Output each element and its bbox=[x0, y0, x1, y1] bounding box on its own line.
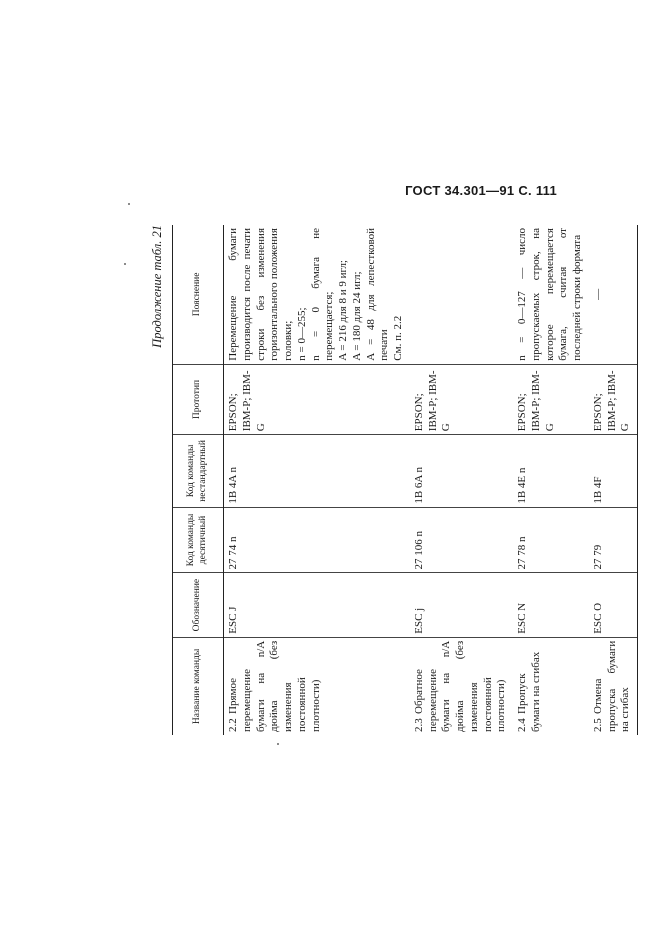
cell-explanation: n = 0—127 — число пропускаемых строк, на которое перемещается бумага, считая от последней строки формата bbox=[513, 225, 589, 364]
table-row bbox=[224, 225, 410, 735]
col-header-explanation: Пояснение bbox=[173, 225, 224, 364]
col-header-name: Название команды bbox=[173, 637, 224, 735]
explanation-line: A = 216 для 8 и 9 игл; bbox=[337, 260, 349, 361]
page-header: ГОСТ 34.301—91 С. 111 bbox=[405, 183, 557, 198]
scan-speck bbox=[128, 203, 130, 205]
explanation-line: A = 48 для лепестковой печати bbox=[364, 228, 391, 361]
cell-hex: 1B 4A n bbox=[224, 435, 410, 507]
col-header-dec: Код команды десятичный bbox=[173, 507, 224, 573]
cell-dec: 27 106 n bbox=[410, 507, 513, 573]
cell-dec: 27 79 bbox=[589, 507, 638, 573]
cell-name bbox=[410, 637, 513, 735]
cell-hex: 1B 4F bbox=[589, 435, 638, 507]
explanation-line: См. п. 2.2 bbox=[392, 315, 404, 361]
cell-designation: ESC J bbox=[224, 573, 410, 637]
col-header-hex: Код команды нестандартный bbox=[173, 435, 224, 507]
command-name: Пропуск бумаги на сгибах bbox=[516, 651, 542, 732]
cell-designation: ESC j bbox=[410, 573, 513, 637]
cell-name bbox=[589, 637, 638, 735]
table-row bbox=[513, 225, 589, 735]
cell-prototype: EPSON; IBM-P; IBM-G bbox=[224, 364, 410, 435]
cell-designation: ESC O bbox=[589, 573, 638, 637]
explanation-line: n = 0 бумага не перемещается; bbox=[309, 228, 336, 361]
explanation-text: Перемещение бумаги производится после печати строки без изменения горизонтального положения головки; bbox=[227, 228, 294, 361]
command-name: Обратное перемещение бумаги на n/A дюйма (без изменения постоянной плотности) bbox=[412, 640, 508, 732]
rotated-page bbox=[150, 215, 632, 735]
cell-name bbox=[513, 637, 589, 735]
cell-explanation bbox=[410, 225, 513, 364]
explanation-line: A = 180 для 24 игл; bbox=[350, 271, 363, 361]
scan-speck bbox=[124, 263, 126, 265]
cell-prototype: EPSON; IBM-P; IBM-G bbox=[589, 364, 638, 435]
command-name: Прямое перемещение бумаги на n/A дюйма (без изменения постоянной плотности) bbox=[227, 640, 322, 732]
row-number: 2.4 bbox=[516, 718, 528, 732]
cell-dec: 27 74 n bbox=[224, 507, 410, 573]
cell-name bbox=[224, 637, 410, 735]
row-number: 2.2 bbox=[227, 718, 239, 732]
cell-explanation: — bbox=[589, 225, 638, 364]
cell-dec: 27 78 n bbox=[513, 507, 589, 573]
commands-table bbox=[172, 225, 638, 735]
table-header-row bbox=[173, 225, 224, 735]
scan-speck bbox=[277, 743, 279, 745]
row-number: 2.5 bbox=[591, 718, 604, 732]
cell-designation: ESC N bbox=[513, 573, 589, 637]
cell-prototype: EPSON; IBM-P; IBM-G bbox=[513, 364, 589, 435]
table-row bbox=[410, 225, 513, 735]
col-header-designation: Обозначение bbox=[173, 573, 224, 637]
cell-hex: 1B 4E n bbox=[513, 435, 589, 507]
explanation-line: n = 0—255; bbox=[295, 307, 308, 361]
table-row bbox=[589, 225, 638, 735]
col-header-prototype: Прототип bbox=[173, 364, 224, 435]
cell-prototype: EPSON; IBM-P; IBM-G bbox=[410, 364, 513, 435]
table-continuation-caption: Продолжение табл. 21 bbox=[150, 225, 164, 348]
command-name: Отмена пропуска бумаги на сгибах bbox=[591, 640, 632, 732]
row-number: 2.3 bbox=[412, 718, 425, 732]
cell-explanation bbox=[224, 225, 410, 364]
cell-hex: 1B 6A n bbox=[410, 435, 513, 507]
